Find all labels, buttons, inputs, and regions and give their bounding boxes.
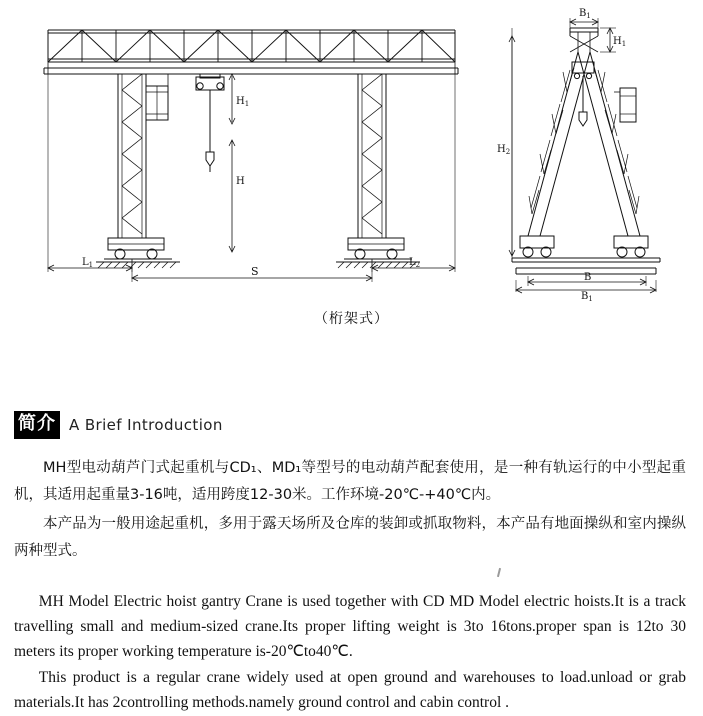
gantry-crane-drawing [0, 0, 703, 340]
figure-caption: （桁架式） [314, 311, 389, 327]
paragraph-cn-1: MH型电动葫芦门式起重机与CD₁、MD₁等型号的电动葫芦配套使用，是一种有轨运行的中小型起重机，其适用起重量3-16吨，适用跨度12-30米。工作环境-20℃-+40℃内。 [14, 460, 686, 503]
section-heading [14, 412, 223, 438]
paragraph-cn-2: 本产品为一般用途起重机，多用于露天场所及仓库的装卸或抓取物料，本产品有地面操纵和室内操纵两种型式。 [14, 516, 686, 559]
paragraph-spacer [14, 567, 686, 589]
label-h1-right: $H_1$ [613, 36, 627, 48]
label-l2: $L_2$ [409, 257, 421, 269]
technical-drawing-figure [0, 0, 703, 340]
label-h1-left: $H_1$ [236, 96, 250, 108]
paragraph-en-2: This product is a regular crane widely used at open ground and warehouses to load.unload or grab materials.It has 2controlling methods.namely ground control and cabin control . [14, 669, 686, 711]
label-span-s: S [251, 265, 259, 278]
label-l1: $L_1$ [82, 257, 94, 269]
label-b1-top: $B_1$ [579, 8, 591, 20]
label-h2: $H_2$ [497, 144, 511, 156]
intro-badge-cn: 简介 [14, 411, 60, 439]
label-h-left: H [236, 176, 245, 187]
body-content [14, 455, 686, 716]
paragraph-en-1: MH Model Electric hoist gantry Crane is used together with CD MD Model electric hoists.It is a track travelling small and medium-sized crane.Its proper lifting weight is 3to 16tons.proper span is 12to 30 meters its proper working temperature is-20℃to40℃. [14, 593, 686, 660]
label-b1-outer: $B_1$ [581, 291, 593, 303]
intro-title-en: A Brief Introduction [69, 416, 223, 434]
label-b-inner: B [584, 272, 592, 283]
